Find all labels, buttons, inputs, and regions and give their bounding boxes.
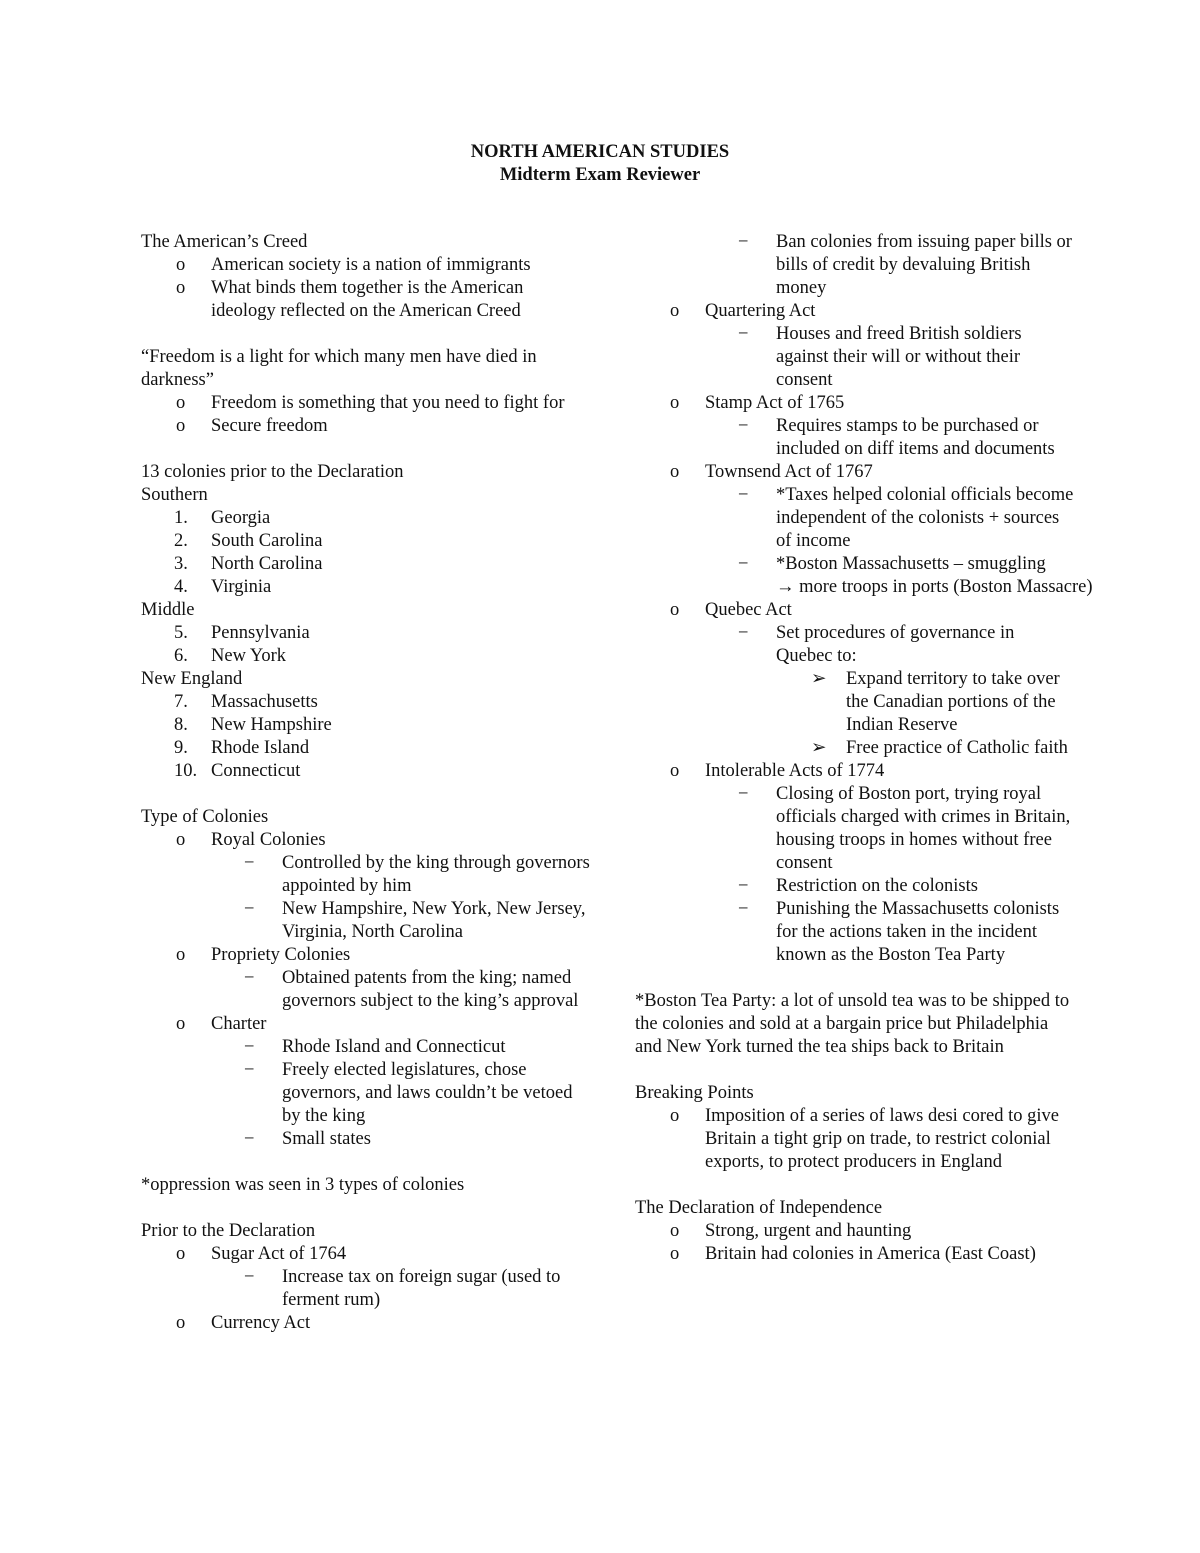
sub-list-item: − Closing of Boston port, trying royal officials charged with crimes in Britain, housing troops in homes without free consent [738, 784, 1071, 873]
list-item: 10. Connecticut [174, 761, 301, 781]
bullet-dash: − [738, 554, 749, 574]
document-title: NORTH AMERICAN STUDIES [470, 142, 730, 162]
bullet-circle: o [670, 1221, 680, 1241]
list-item: o Secure freedom [176, 416, 328, 436]
arrow-bullet-icon: ➢ [811, 669, 827, 689]
bullet-dash: − [244, 1129, 255, 1149]
bullet-circle: o [670, 1106, 680, 1126]
quote-text: “Freedom is a light for which many men have died in darkness” [141, 347, 537, 390]
bullet-dash: − [738, 232, 749, 252]
sub-list-item: − *Boston Massachusetts – smuggling → more troops in ports (Boston Massacre) [738, 554, 1093, 597]
sub-sub-list-item: ➢ Free practice of Catholic faith [811, 738, 1068, 758]
sub-list-item: − Set procedures of governance in Quebec to: [738, 623, 1015, 666]
bullet-dash: − [244, 899, 255, 919]
sub-list-item: − Requires stamps to be purchased or included on diff items and documents [738, 416, 1055, 459]
sub-list-item: − Small states [244, 1129, 371, 1149]
bullet-circle: o [176, 1014, 186, 1034]
list-item: 4. Virginia [174, 577, 272, 597]
list-item: o Propriety Colonies [176, 945, 351, 965]
right-arrow-icon: → [776, 577, 795, 597]
document-subtitle: Midterm Exam Reviewer [499, 165, 701, 185]
sub-list-item: − Obtained patents from the king; named governors subject to the king’s approval [244, 968, 579, 1011]
arrow-bullet-icon: ➢ [811, 738, 827, 758]
bullet-circle: o [176, 416, 186, 436]
list-item: 1. Georgia [174, 508, 271, 528]
bullet-dash: − [244, 1037, 255, 1057]
bullet-circle: o [670, 301, 680, 321]
bullet-dash: − [244, 853, 255, 873]
sub-sub-list-item: ➢ Expand territory to take over the Canadian portions of the Indian Reserve [811, 669, 1060, 735]
bullet-circle: o [176, 255, 186, 275]
list-item: o Freedom is something that you need to fight for [176, 393, 565, 413]
bullet-circle: o [176, 945, 186, 965]
list-item: 9. Rhode Island [174, 738, 310, 758]
section-heading: Prior to the Declaration [141, 1221, 316, 1241]
left-column [141, 231, 591, 1335]
sub-list-item: − Rhode Island and Connecticut [244, 1037, 506, 1057]
bullet-dash: − [738, 416, 749, 436]
region-label: Southern [141, 485, 208, 505]
list-item: 3. North Carolina [174, 554, 323, 574]
bullet-dash: − [738, 623, 749, 643]
section-heading: The Declaration of Independence [635, 1198, 883, 1218]
note-paragraph: *Boston Tea Party: a lot of unsold tea was to be shipped to the colonies and sold at a bargain price but Philadelphia and New York turned the tea ships back to Britain [635, 991, 1070, 1057]
list-item: 8. New Hampshire [174, 715, 332, 735]
list-item: o What binds them together is the American ideology reflected on the American Creed [176, 278, 524, 321]
bullet-circle: o [670, 1244, 680, 1264]
sub-list-item: − Controlled by the king through governors appointed by him [244, 853, 590, 896]
bullet-dash: − [738, 876, 749, 896]
list-item: o Imposition of a series of laws desi cored to give Britain a tight grip on trade, to restrict colonial exports, to protect producers in England [670, 1106, 1059, 1172]
region-label: New England [141, 669, 243, 689]
list-item: o Townsend Act of 1767 [670, 462, 873, 482]
bullet-dash: − [738, 784, 749, 804]
sub-list-item: − Houses and freed British soldiers against their will or without their consent [738, 324, 1022, 390]
list-item: o Currency Act [176, 1313, 311, 1333]
bullet-circle: o [176, 278, 186, 298]
list-item: o Quartering Act [670, 301, 816, 321]
list-item: o Royal Colonies [176, 830, 326, 850]
list-item: 6. New York [174, 646, 287, 666]
bullet-circle: o [176, 393, 186, 413]
section-heading: Type of Colonies [141, 807, 269, 827]
sub-list-item: − Ban colonies from issuing paper bills or bills of credit by devaluing British money [738, 232, 1072, 298]
list-item: o Sugar Act of 1764 [176, 1244, 347, 1264]
list-item: 7. Massachusetts [174, 692, 318, 712]
section-heading: Breaking Points [635, 1083, 754, 1103]
bullet-dash: − [738, 485, 749, 505]
sub-list-item: − Punishing the Massachusetts colonists for the actions taken in the incident known as the Boston Tea Party [738, 899, 1060, 965]
bullet-circle: o [670, 393, 680, 413]
bullet-circle: o [670, 462, 680, 482]
bullet-circle: o [176, 1313, 186, 1333]
list-item: o Strong, urgent and haunting [670, 1221, 912, 1241]
list-item: 5. Pennsylvania [174, 623, 310, 643]
list-item: o Britain had colonies in America (East Coast) [670, 1244, 1036, 1264]
sub-list-item: − Increase tax on foreign sugar (used to ferment rum) [244, 1267, 561, 1310]
note-text: *oppression was seen in 3 types of colonies [141, 1175, 465, 1195]
list-item: o Intolerable Acts of 1774 [670, 761, 885, 781]
bullet-dash: − [738, 899, 749, 919]
bullet-circle: o [176, 830, 186, 850]
list-item: o Stamp Act of 1765 [670, 393, 845, 413]
document-header [0, 141, 1200, 187]
region-label: Middle [141, 600, 195, 620]
section-heading: The American’s Creed [141, 232, 308, 252]
sub-list-item: − *Taxes helped colonial officials become independent of the colonists + sources of income [738, 485, 1074, 551]
bullet-circle: o [670, 761, 680, 781]
list-item: 2. South Carolina [174, 531, 323, 551]
bullet-dash: − [244, 1060, 255, 1080]
list-item: o Charter [176, 1014, 267, 1034]
sub-list-item: − Restriction on the colonists [738, 876, 978, 896]
bullet-dash: − [244, 968, 255, 988]
section-heading: 13 colonies prior to the Declaration [141, 462, 404, 482]
list-item: o American society is a nation of immigrants [176, 255, 531, 275]
bullet-dash: − [244, 1267, 255, 1287]
bullet-dash: − [738, 324, 749, 344]
right-column [635, 231, 1093, 1266]
bullet-circle: o [670, 600, 680, 620]
bullet-circle: o [176, 1244, 186, 1264]
list-item: o Quebec Act [670, 600, 792, 620]
sub-list-item: − New Hampshire, New York, New Jersey, Virginia, North Carolina [244, 899, 586, 942]
sub-list-item: − Freely elected legislatures, chose governors, and laws couldn’t be vetoed by the king [244, 1060, 573, 1126]
